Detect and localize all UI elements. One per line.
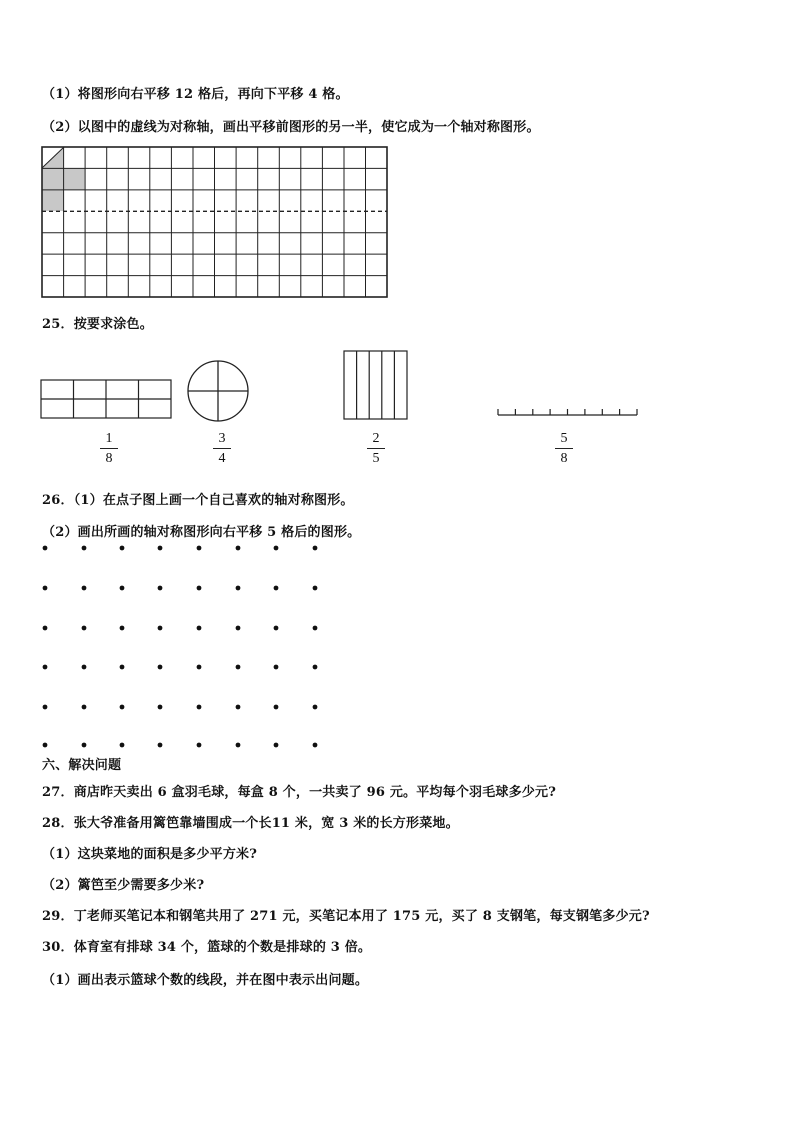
q30: 30．体育室有排球 34 个，篮球的个数是排球的 3 倍。 <box>42 940 372 955</box>
section6-heading: 六、解决问题 <box>42 758 122 773</box>
fraction-denominator: 8 <box>560 451 568 466</box>
q24-part2: （2）以图中的虚线为对称轴，画出平移前图形的另一半，使它成为一个轴对称图形。 <box>42 120 540 135</box>
q26-part1: 26．（1）在点子图上画一个自己喜欢的轴对称图形。 <box>42 493 354 508</box>
q24-part1: （1）将图形向右平移 12 格后，再向下平移 4 格。 <box>42 87 349 102</box>
fraction-denominator: 4 <box>218 451 226 466</box>
fraction-numerator: 3 <box>218 431 226 446</box>
q28-part2: （2）篱笆至少需要多少米? <box>42 878 205 893</box>
q25-title: 25．按要求涂色。 <box>42 317 153 332</box>
fraction-denominator: 8 <box>105 451 113 466</box>
fraction-numerator: 1 <box>105 431 113 446</box>
q28: 28．张大爷准备用篱笆靠墙围成一个长11 米，宽 3 米的长方形菜地。 <box>42 816 459 831</box>
fraction-numerator: 2 <box>372 431 380 446</box>
fraction-denominator: 5 <box>372 451 380 466</box>
q27: 27．商店昨天卖出 6 盒羽毛球，每盒 8 个，一共卖了 96 元。平均每个羽毛球多少元? <box>42 785 557 800</box>
fraction-numerator: 5 <box>560 431 568 446</box>
q28-part1: （1）这块菜地的面积是多少平方米? <box>42 847 258 862</box>
q26-part2: （2）画出所画的轴对称图形向右平移 5 格后的图形。 <box>42 525 361 540</box>
q30-part1: （1）画出表示篮球个数的线段，并在图中表示出问题。 <box>42 973 369 988</box>
q29: 29．丁老师买笔记本和钢笔共用了 271 元，买笔记本用了 175 元，买了 8 支钢笔，每支钢笔多少元? <box>42 909 650 924</box>
